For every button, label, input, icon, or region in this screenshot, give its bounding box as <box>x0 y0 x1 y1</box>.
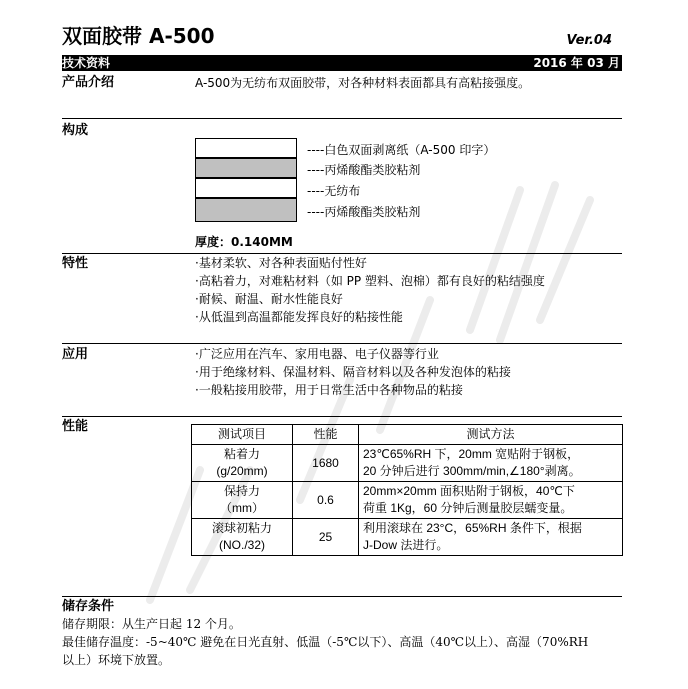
layer-nonwoven <box>195 178 297 198</box>
divider <box>62 253 622 254</box>
method-line: 23℃65%RH 下，20mm 宽贴附于钢板， <box>363 447 580 461</box>
item-unit: (g/20mm) <box>216 464 268 478</box>
application-item: ·用于绝缘材料、保温材料、隔音材料以及各种发泡体的粘接 <box>195 365 511 379</box>
value: 1680 <box>293 445 359 482</box>
layer-adhesive <box>195 198 297 222</box>
performance-heading: 性能 <box>62 419 89 434</box>
value: 25 <box>293 519 359 556</box>
column-header: 测试项目 <box>192 425 293 445</box>
divider <box>62 343 622 344</box>
method-line: J-Dow 法进行。 <box>363 538 449 552</box>
column-header: 测试方法 <box>359 425 623 445</box>
layer-label: ----丙烯酸酯类胶粘剂 <box>307 163 421 177</box>
layer-label: ----丙烯酸酯类胶粘剂 <box>307 205 421 219</box>
column-header: 性能 <box>293 425 359 445</box>
layer-adhesive <box>195 158 297 178</box>
divider <box>62 416 622 417</box>
table-row <box>192 445 623 482</box>
method-line: 20mm×20mm 面积贴附于钢板，40℃下 <box>363 484 575 498</box>
doc-title: 双面胶带 A-500 <box>62 24 215 48</box>
header-bar <box>62 55 622 71</box>
layer-release-paper <box>195 138 297 158</box>
storage-line: 最佳储存温度：-5~40℃ 避免在日光直射、低温（-5℃以下）、高温（40℃以上）、高湿（70%RH <box>62 635 589 649</box>
storage-line: 以上）环境下放置。 <box>62 653 171 667</box>
feature-item: ·高粘着力，对难粘材料（如 PP 塑料、泡棉）都有良好的粘结强度 <box>195 274 545 288</box>
bar-left-label: 技术资料 <box>62 56 111 70</box>
method-line: 荷重 1Kg，60 分钟后测量胶层蠕变量。 <box>363 501 573 515</box>
structure-heading: 构成 <box>62 123 89 138</box>
table-header-row <box>192 425 623 445</box>
feature-item: ·耐候、耐温、耐水性能良好 <box>195 292 343 306</box>
layer-label: ----白色双面剥离纸（A-500 印字） <box>307 143 496 157</box>
method <box>359 445 623 482</box>
thickness: 厚度：0.140MM <box>195 235 293 249</box>
performance-table <box>191 424 623 556</box>
feature-item: ·从低温到高温都能发挥良好的粘接性能 <box>195 310 403 324</box>
layer-label: ----无纺布 <box>307 184 361 198</box>
application-item: ·广泛应用在汽车、家用电器、电子仪器等行业 <box>195 347 439 361</box>
table-row <box>192 519 623 556</box>
item-unit: （mm） <box>220 501 264 515</box>
item-unit: (NO./32) <box>218 538 265 552</box>
item-name: 粘着力 <box>223 447 260 461</box>
table-row <box>192 482 623 519</box>
method <box>359 482 623 519</box>
storage-line: 储存期限：从生产日起 12 个月。 <box>62 617 241 631</box>
applications-heading: 应用 <box>62 347 89 362</box>
feature-item: ·基材柔软、对各种表面贴付性好 <box>195 256 367 270</box>
divider <box>62 118 622 119</box>
test-item <box>192 482 293 519</box>
intro-text: A-500为无纺布双面胶带，对各种材料表面都具有高粘接强度。 <box>195 76 531 90</box>
bar-date: 2016 年 03 月 <box>533 56 620 70</box>
method <box>359 519 623 556</box>
intro-heading: 产品介绍 <box>62 75 115 90</box>
divider <box>62 596 622 597</box>
item-name: 保持力 <box>223 484 260 498</box>
method-line: 20 分钟后进行 300mm/min,∠180°剥离。 <box>363 464 581 478</box>
storage-heading: 储存条件 <box>62 599 115 614</box>
test-item <box>192 519 293 556</box>
value: 0.6 <box>293 482 359 519</box>
features-heading: 特性 <box>62 256 89 271</box>
method-line: 利用滚球在 23°C，65%RH 条件下，根据 <box>363 521 582 535</box>
application-item: ·一般粘接用胶带，用于日常生活中各种物品的粘接 <box>195 383 463 397</box>
version: Ver.04 <box>566 33 612 48</box>
item-name: 滚球初粘力 <box>211 521 272 535</box>
test-item <box>192 445 293 482</box>
